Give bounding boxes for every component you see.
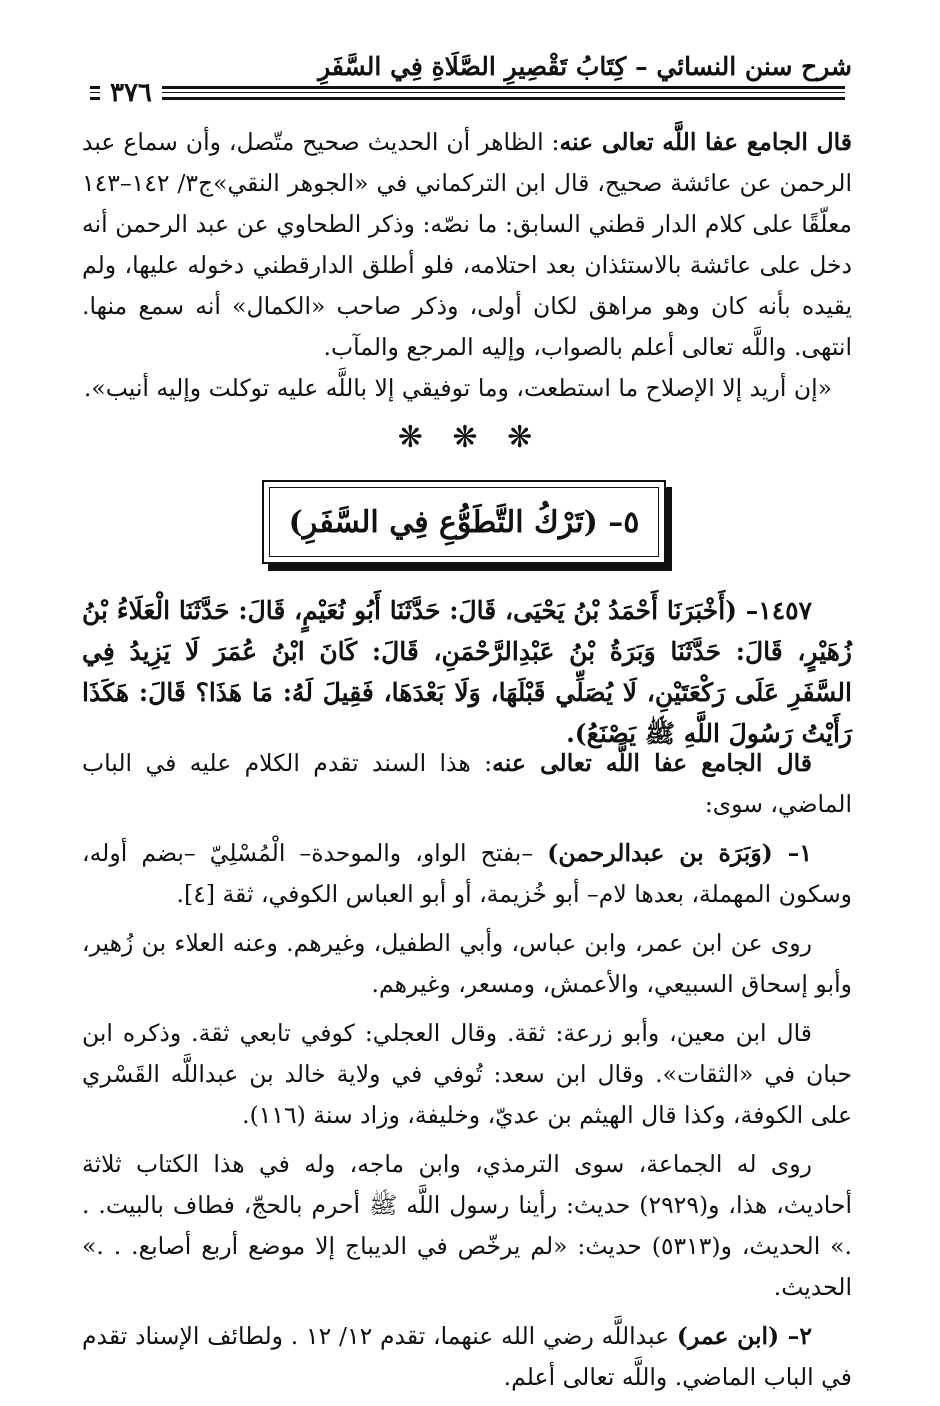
running-header-title: شرح سنن النسائي – كِتَابُ تَقْصِيرِ الصَّلَاةِ فِي السَّفَرِ [318,52,852,81]
narrator-entry [82,1316,852,1398]
narrator-entry [82,833,852,915]
section-separator: ❋ ❋ ❋ [397,420,543,455]
paragraph-text: عبداللَّه رضي الله عنهما، تقدم ١٢/ ١٢ . ولطائف الإسناد تقدم في الباب الماضي. واللَّه تعالى أعلم. [82,1322,852,1391]
commentary-paragraph [82,122,852,368]
narrator-name: ٢– (ابن عمر) [676,1322,812,1350]
commentary-paragraph [82,743,852,825]
narrator-name: ١– (وَبَرَة بن عبدالرحمن) [547,839,812,867]
header-rule [90,86,845,89]
commentary-section [82,122,852,409]
paragraph-text: : هذا السند تقدم الكلام عليه في الباب الماضي، سوى: [82,749,852,818]
hadith-text: ١٤٥٧– (أَخْبَرَنَا أَحْمَدُ بْنُ يَحْيَى، قَالَ: حَدَّثَنَا أَبُو نُعَيْمٍ، قَالَ: حَدَّثَنَا الْعَلَاءُ بْنُ زُهَيْرٍ، قَالَ: حَدَّثَنَا وَبَرَةُ بْنُ عَبْدِالرَّحْمَنِ، قَالَ: كَانَ ابْنُ عُمَرَ لَا يَزِيدُ فِي السَّفَرِ عَلَى رَكْعَتَيْنِ، لَا يُصَلِّي قَبْلَهَا، وَلَا بَعْدَهَا، فَقِيلَ لَهُ: مَا هَذَا؟ قَالَ: هَكَذَا رَأَيْتُ رَسُولَ اللَّهِ ﷺ يَصْنَعُ). [82,596,852,748]
commentator-lead: قال الجامع عفا اللَّه تعالى عنه [559,128,852,156]
narrator-paragraph: روى عن ابن عمر، وابن عباس، وأبي الطفيل، وغيرهم. وعنه العلاء بن زُهير، وأبو إسحاق السبيعي، والأعمش، ومسعر، وغيرهم. [82,929,852,998]
narrator-paragraph: قال ابن معين، وأبو زرعة: ثقة. وقال العجلي: كوفي تابعي ثقة. وذكره ابن حبان في «الثقات». وقال ابن سعد: تُوفي في ولاية خالد بن عبداللَّه القَسْري على الكوفة، وكذا قال الهيثم بن عديّ، وخليفة، وزاد سنة (١١٦). [82,1019,852,1129]
narrators-commentary [82,743,852,1406]
paragraph-text: : الظاهر أن الحديث صحيح متّصل، وأن سماع عبد الرحمن عن عائشة صحيح، قال ابن التركماني في «الجوهر النقي»ج٣/ ١٤٢–١٤٣ معلّقًا على كلام الدار قطني السابق: ما نصّه: وذكر الطحاوي عن عبد الرحمن أنه دخل على عائشة بالاستئذان بعد احتلامه، فلو أطلق الدارقطني دخوله عليها، ولم يقيده بأنه كان وهو مراهق لكان أولى، وذكر صاحب «الكمال» أنه سمع منها. انتهى. واللَّه تعالى أعلم بالصواب، وإليه المرجع والمآب. [82,128,852,361]
paragraph-text: –بفتح الواو، والموحدة– الْمُسْلِيّ –بضم أوله، وسكون المهملة، بعدها لام– أبو خُزيمة، أو أبو العباس الكوفي، ثقة [٤]. [82,839,852,908]
hadith-section [82,590,852,754]
header-rule [90,97,845,100]
quran-verse: «إن أريد إلا الإصلاح ما استطعت، وما توفيقي إلا باللَّه عليه توكلت وإليه أنيب». [83,374,832,402]
commentator-lead: قال الجامع عفا اللَّه تعالى عنه [492,749,812,777]
narrator-paragraph: روى له الجماعة، سوى الترمذي، وابن ماجه، وله في هذا الكتاب ثلاثة أحاديث، هذا، و(٢٩٢٩) حديث: رأينا رسول اللَّه ﷺ أحرم بالحجّ، فطاف بالبيت. . .» الحديث، و(٥٣١٣) حديث: «لم يرخّص في الديباج إلا موضع أربع أصابع. . .» الحديث. [82,1150,853,1301]
page-number: ٣٧٦ [100,76,162,110]
chapter-heading-box [262,480,666,564]
header-rule [90,92,845,93]
chapter-title: ٥– (تَرْكُ التَّطَوُّعِ فِي السَّفَرِ) [288,504,640,540]
